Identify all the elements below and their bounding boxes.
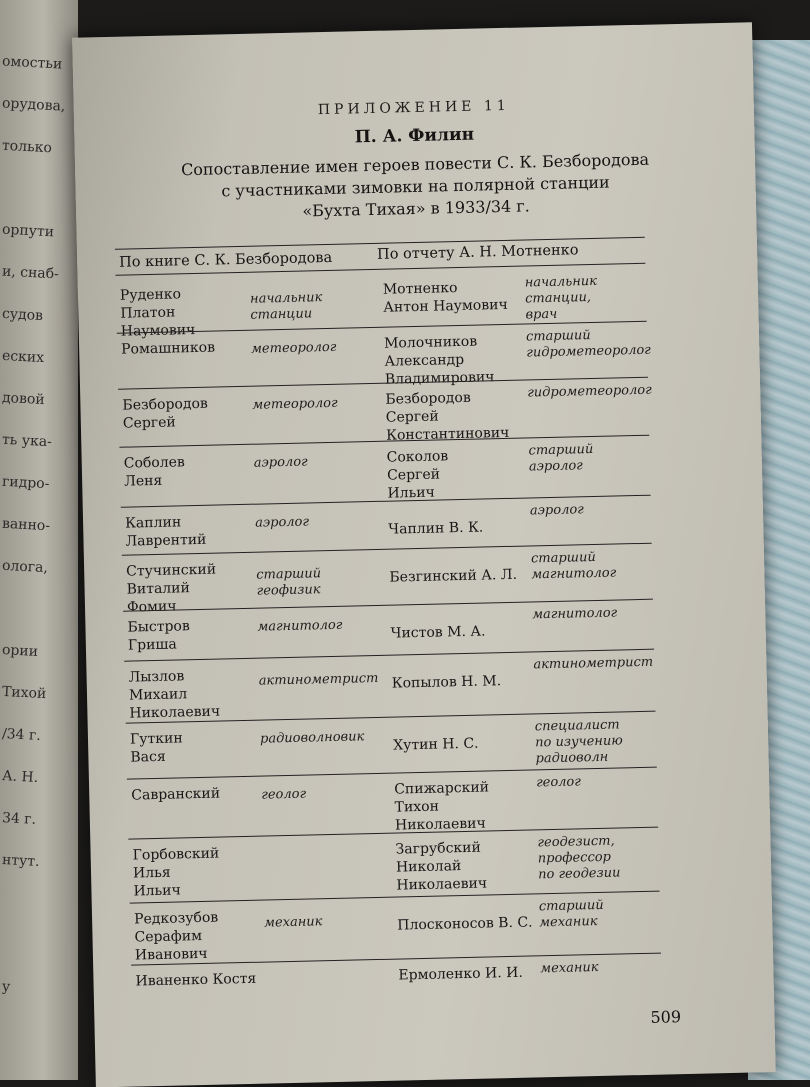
report-member-role: старший аэролог [528, 441, 594, 475]
report-member-name: Чистов М. А. [390, 623, 486, 642]
report-member-name: Загрубский Николай Николаевич [395, 839, 488, 894]
author-name: П. А. Филин [354, 124, 475, 148]
book-character-role: старший геофизик [256, 566, 322, 599]
report-member-role: геолог [535, 774, 582, 791]
book-character-role: магнитолог [257, 617, 343, 635]
book-character-name: Безбородов Сергей [122, 395, 208, 432]
left-page-text-fragment: только [1, 137, 53, 157]
report-member-role: старший гидрометеоролог [525, 328, 651, 361]
left-page-text-fragment: орудова, [1, 95, 66, 115]
book-character-name: Руденко Платон Наумович [119, 286, 196, 340]
book-character-name: Каплин Лаврентий [124, 514, 207, 550]
book-page [72, 22, 776, 1087]
report-member-name: Хутин Н. С. [393, 735, 479, 754]
book-character-name: Лызлов Михаил Николаевич [128, 668, 221, 722]
report-member-name: Плосконосов В. С. [397, 914, 533, 934]
page-number: 509 [650, 1007, 682, 1027]
left-page-text-fragment: ть ука- [1, 431, 53, 451]
report-member-role: аэролог [529, 502, 584, 519]
left-page-text-fragment: 34 г. [1, 810, 37, 828]
book-character-role: аэролог [253, 454, 308, 471]
report-member-role: геодезист, профессор по геодезии [537, 833, 621, 883]
left-page-text-fragment: и, снаб- [1, 263, 60, 283]
report-member-name: Безбородов Сергей Константинович [385, 389, 510, 444]
appendix-label: ПРИЛОЖЕНИЕ 11 [317, 97, 510, 119]
report-member-name: Спижарский Тихон Николаевич [394, 779, 490, 834]
left-page-text-fragment: омостьи [1, 53, 63, 73]
left-page-text-fragment: гидро- [1, 473, 50, 493]
left-page-text-fragment: /34 г. [1, 725, 42, 745]
book-character-role: геолог [261, 786, 307, 803]
left-page-text-fragment: ванно- [1, 515, 51, 535]
book-character-name: Редкозубов Серафим Иванович [133, 909, 219, 964]
report-member-role: механик [540, 960, 599, 977]
book-character-role: актинометрист [258, 670, 379, 689]
left-page-text-fragment: нтут. [1, 852, 40, 870]
table-title: Сопоставление имен героев повести С. К. Безбородова с участниками зимовки на полярной станции «Бухта Тихая» в 1933/34 г. [180, 149, 650, 221]
book-character-name: Быстров Гриша [127, 618, 190, 654]
report-member-role: актинометрист [533, 654, 654, 673]
report-member-name: Чаплин В. К. [388, 519, 484, 538]
book-character-name: Иваненко Костя [135, 970, 257, 990]
left-page-text-fragment: довой [1, 389, 46, 409]
report-member-name: Безгинский А. Л. [389, 566, 518, 586]
report-member-role: магнитолог [532, 605, 618, 623]
report-member-role: старший магнитолог [530, 549, 617, 583]
book-character-name: Савранский [131, 785, 221, 804]
report-member-role: начальник станции, врач [524, 273, 598, 323]
book-character-name: Соболев Леня [123, 454, 185, 490]
report-member-name: Молочников Александр Владимирович [383, 333, 495, 388]
book-character-name: Горбовский Илья Ильич [132, 845, 220, 900]
book-character-role: радиоволновик [259, 729, 365, 747]
report-member-role: специалист по изучению радиоволн [534, 717, 623, 767]
book-character-role: метеоролог [251, 339, 337, 357]
book-character-role: начальник станции [249, 290, 323, 323]
left-page-text-fragment: у [1, 978, 11, 996]
left-page-text-fragment: А. Н. [1, 768, 39, 786]
book-character-role: метеоролог [252, 395, 338, 413]
left-page-text-fragment: орпути [1, 221, 55, 241]
report-member-role: гидрометеоролог [527, 382, 652, 401]
left-page-text-fragment: Тихой [1, 683, 47, 703]
header-report: По отчету А. Н. Мотненко [376, 242, 579, 263]
left-page-text-fragment: судов [1, 305, 44, 325]
report-member-name: Соколов Сергей Ильич [386, 448, 449, 502]
left-page-text-fragment: ории [1, 642, 39, 660]
book-character-role: механик [264, 914, 323, 931]
report-member-name: Копылов Н. М. [391, 673, 502, 692]
book-character-name: Стучинский Виталий Фомич [126, 561, 217, 616]
left-page-text-fragment: еских [1, 347, 45, 367]
report-member-role: старший механик [538, 897, 604, 931]
left-page-edge [0, 0, 78, 1080]
comparison-table [72, 22, 752, 37]
book-character-name: Гуткин Вася [129, 730, 183, 766]
book-character-role: аэролог [254, 514, 310, 531]
header-book: По книге С. К. Безбородова [119, 249, 333, 271]
report-member-name: Ермоленко И. И. [398, 964, 524, 984]
left-page-text-fragment: олога, [1, 557, 49, 577]
report-member-name: Мотненко Антон Наумович [382, 280, 508, 316]
book-character-name: Ромашников [120, 339, 216, 358]
